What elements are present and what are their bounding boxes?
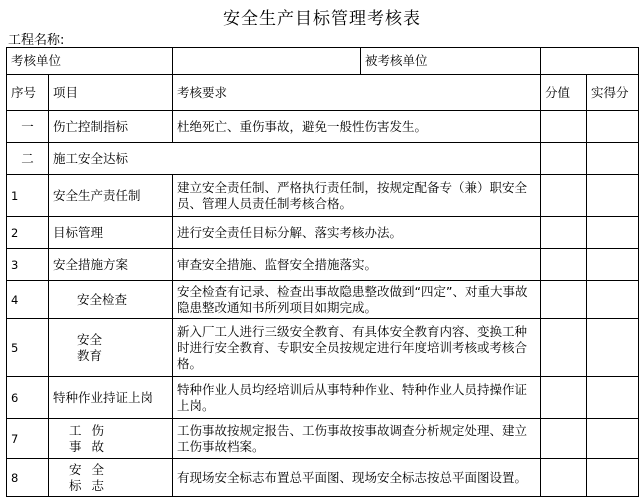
table-row	[7, 143, 639, 175]
row-req: 特种作业人员均经培训后从事特种作业、特种作业人员持操作证上岗。	[173, 377, 541, 419]
row-score[interactable]	[541, 111, 587, 143]
row-item: 目标管理	[49, 217, 173, 249]
row-req: 建立安全责任制、严格执行责任制，按规定配备专（兼）职安全员、管理人员责任制考核合格。	[173, 175, 541, 217]
row-actual[interactable]	[587, 281, 639, 319]
row-no: 2	[7, 217, 49, 249]
row-no: 一	[7, 111, 49, 143]
row-score[interactable]	[541, 419, 587, 459]
row-item: 安全措施方案	[49, 249, 173, 281]
row-actual[interactable]	[587, 377, 639, 419]
table-row	[7, 281, 639, 319]
table-row	[7, 319, 639, 377]
row-no: 二	[7, 143, 49, 175]
table-row	[7, 175, 639, 217]
row-actual[interactable]	[587, 459, 639, 497]
row-req: 审查安全措施、监督安全措施落实。	[173, 249, 541, 281]
table-row	[7, 377, 639, 419]
header-no: 序号	[7, 75, 49, 111]
row-score[interactable]	[541, 459, 587, 497]
table-row	[7, 111, 639, 143]
row-req: 安全检查有记录、检查出事故隐患整改做到“四定”、对重大事故隐患整改通知书所列项目如期完成。	[173, 281, 541, 319]
row-score[interactable]	[541, 249, 587, 281]
row-actual[interactable]	[587, 249, 639, 281]
row-actual[interactable]	[587, 111, 639, 143]
row-item: 安全教育	[49, 319, 173, 377]
table-row	[7, 419, 639, 459]
row-item: 工伤事故	[49, 419, 173, 459]
row-req: 杜绝死亡、重伤事故，避免一般性伤害发生。	[173, 111, 541, 143]
row-score[interactable]	[541, 319, 587, 377]
row-req: 有现场安全标志布置总平面图、现场安全标志按总平面图设置。	[173, 459, 541, 497]
row-no: 3	[7, 249, 49, 281]
row-score[interactable]	[541, 143, 587, 175]
unit-value[interactable]	[173, 48, 361, 75]
row-item: 特种作业持证上岗	[49, 377, 173, 419]
row-no: 6	[7, 377, 49, 419]
project-name-label: 工程名称:	[8, 33, 65, 48]
assessed-unit-label: 被考核单位	[361, 48, 541, 75]
row-score[interactable]	[541, 281, 587, 319]
row-actual[interactable]	[587, 143, 639, 175]
row-item: 伤亡控制指标	[49, 111, 173, 143]
row-item: 施工安全达标	[49, 143, 541, 175]
assessed-unit-value[interactable]	[541, 48, 639, 75]
row-score[interactable]	[541, 217, 587, 249]
table-row	[7, 459, 639, 497]
header-row	[7, 75, 639, 111]
assessment-table	[6, 47, 639, 497]
row-no: 8	[7, 459, 49, 497]
row-req: 新入厂工人进行三级安全教育、有具体安全教育内容、变换工种时进行安全教育、专职安全员按规定进行年度培训考核或考核合格。	[173, 319, 541, 377]
row-req: 进行安全责任目标分解、落实考核办法。	[173, 217, 541, 249]
row-no: 1	[7, 175, 49, 217]
table-row	[7, 217, 639, 249]
header-score: 分值	[541, 75, 587, 111]
header-item: 项目	[49, 75, 173, 111]
row-actual[interactable]	[587, 319, 639, 377]
header-req: 考核要求	[173, 75, 541, 111]
table-row	[7, 249, 639, 281]
unit-row	[7, 48, 639, 75]
row-score[interactable]	[541, 175, 587, 217]
row-no: 4	[7, 281, 49, 319]
header-actual: 实得分	[587, 75, 639, 111]
row-req: 工伤事故按规定报告、工伤事故按事故调查分析规定处理、建立工伤事故档案。	[173, 419, 541, 459]
row-actual[interactable]	[587, 175, 639, 217]
row-no: 5	[7, 319, 49, 377]
row-actual[interactable]	[587, 217, 639, 249]
row-actual[interactable]	[587, 419, 639, 459]
row-item: 安全检查	[49, 281, 173, 319]
row-score[interactable]	[541, 377, 587, 419]
unit-label: 考核单位	[7, 48, 173, 75]
row-item: 安全生产责任制	[49, 175, 173, 217]
page-title: 安全生产目标管理考核表	[223, 9, 421, 29]
row-item: 安全标志	[49, 459, 173, 497]
row-no: 7	[7, 419, 49, 459]
